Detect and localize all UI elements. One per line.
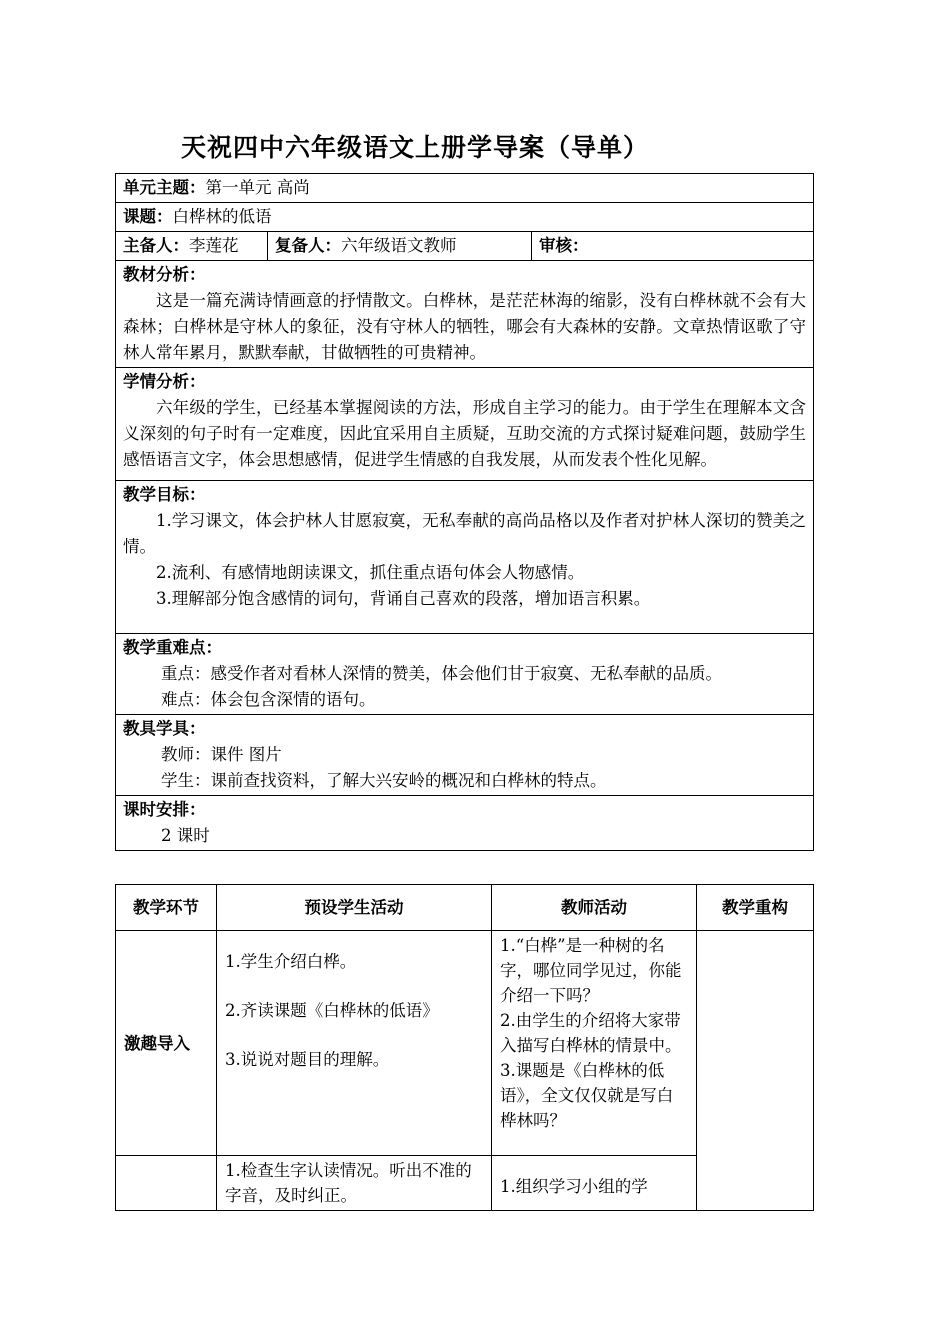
goals-label: 教学目标：: [123, 485, 206, 504]
lesson-label: 课题：: [123, 207, 173, 226]
table-header-row: [116, 885, 814, 931]
tools-label: 教具学具：: [123, 719, 206, 738]
page-title: 天祝四中六年级语文上册学导案（导单）: [180, 133, 649, 162]
header-teacher-activity: 教师活动: [492, 885, 697, 931]
student-row: [116, 368, 814, 481]
header-stage: 教学环节: [116, 885, 217, 931]
hours-value: 2 课时: [161, 826, 210, 845]
teacher-item: 3.课题是《白桦林的低语》，全文仅仅就是写白桦林吗？: [500, 1061, 674, 1130]
stage-cell: 激趣导入: [116, 931, 217, 1156]
goal-item: 3.理解部分饱含感情的词句，背诵自己喜欢的段落，增加语言积累。: [156, 589, 651, 608]
preparer-label: 主备人：: [123, 236, 189, 255]
preparer-row: [116, 232, 814, 261]
goal-item: 1.学习课文，体会护林人甘愿寂寞，无私奉献的高尚品格以及作者对护林人深切的赞美之情。: [123, 511, 806, 556]
activity-item: 2.齐读课题《白桦林的低语》: [225, 1001, 439, 1020]
hours-row: [116, 796, 814, 851]
key-point: 重点：感受作者对看林人深情的赞美，体会他们甘于寂寞、无私奉献的品质。: [161, 664, 722, 683]
header-student-activity: 预设学生活动: [217, 885, 492, 931]
unit-label: 单元主题：: [123, 178, 206, 197]
student-label: 学情分析：: [123, 372, 206, 391]
unit-row: [116, 174, 814, 203]
student-text: 六年级的学生，已经基本掌握阅读的方法，形成自主学习的能力。由于学生在理解本文含义深刻的句子时有一定难度，因此宜采用自主质疑，互助交流的方式探讨疑难问题，鼓励学生感悟语言文字，体会思想感情，促进学生情感的自我发展，从而发表个性化见解。: [123, 398, 806, 469]
lesson-info-table: [115, 173, 814, 851]
tools-row: [116, 715, 814, 796]
activity-item: 1.学生介绍白桦。: [225, 952, 357, 971]
table-row: [116, 931, 814, 1156]
keypoints-label: 教学重难点：: [123, 638, 222, 657]
co-preparer-label: 复备人：: [275, 236, 341, 255]
teacher-item: 1.组织学习小组的学: [500, 1177, 648, 1196]
teacher-activity-cell: [492, 1156, 697, 1211]
material-text: 这是一篇充满诗情画意的抒情散文。白桦林，是茫茫林海的缩影，没有白桦林就不会有大森林；白桦林是守林人的象征，没有守林人的牺牲，哪会有大森林的安静。文章热情讴歌了守林人常年累月，默默奉献，甘做牺牲的可贵精神。: [123, 291, 806, 362]
student-activity-cell: [217, 1156, 492, 1211]
unit-value: 第一单元 高尚: [205, 178, 310, 197]
keypoints-row: [116, 634, 814, 715]
review-label: 审核：: [539, 236, 589, 255]
preparer-value: 李莲花: [189, 236, 239, 255]
material-row: [116, 261, 814, 368]
teaching-process-table: [115, 884, 814, 1211]
lesson-row: [116, 203, 814, 232]
activity-item: 3.说说对题目的理解。: [225, 1050, 390, 1069]
teacher-activity-cell: [492, 931, 697, 1156]
teacher-item: 1.“白桦”是一种树的名字，哪位同学见过，你能介绍一下吗？: [500, 936, 682, 1005]
rebuild-cell: [697, 931, 814, 1211]
co-preparer-value: 六年级语文教师: [341, 236, 457, 255]
goal-item: 2.流利、有感情地朗读课文，抓住重点语句体会人物感情。: [156, 563, 585, 582]
material-label: 教材分析：: [123, 265, 206, 284]
goals-row: [116, 481, 814, 634]
teacher-item: 2.由学生的介绍将大家带入描写白桦林的情景中。: [500, 1011, 682, 1055]
stage-cell: [116, 1156, 217, 1211]
student-activity-cell: [217, 931, 492, 1156]
activity-item: 1.检查生字认读情况。听出不准的字音，及时纠正。: [225, 1161, 472, 1205]
hours-label: 课时安排：: [123, 800, 206, 819]
teacher-tools: 教师：课件 图片: [161, 745, 282, 764]
lesson-value: 白桦林的低语: [172, 207, 272, 226]
header-rebuild: 教学重构: [697, 885, 814, 931]
student-tools: 学生：课前查找资料，了解大兴安岭的概况和白桦林的特点。: [161, 771, 607, 790]
difficult-point: 难点：体会包含深情的语句。: [161, 690, 376, 709]
